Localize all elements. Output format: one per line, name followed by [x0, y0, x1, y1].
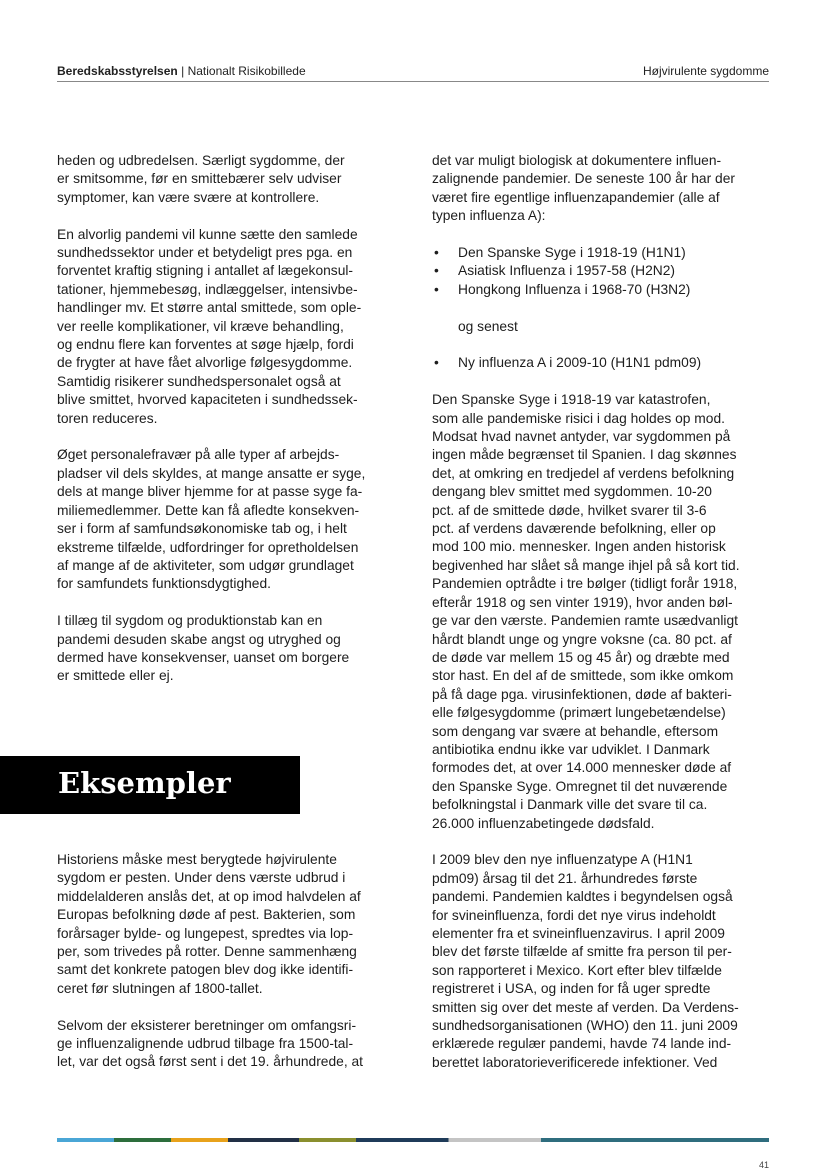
- right-paragraph-1: det var muligt biologisk at dokumentere influen- zalignende pandemier. De seneste 100 år har der været fire egentlige influenzapandemier (alle af typen influenza A):: [432, 153, 735, 224]
- header-org: Beredskabsstyrelsen: [57, 64, 178, 78]
- header-separator: |: [181, 64, 185, 78]
- header-divider: [57, 81, 769, 82]
- footer-color-bar: [57, 1138, 769, 1142]
- left-column-lower: [57, 851, 395, 1072]
- list-item: • Den Spanske Syge i 1918-19 (H1N1): [432, 244, 770, 262]
- right-paragraph-3: I 2009 blev den nye influenzatype A (H1N1 pdm09) årsag til det 21. århundredes første pandemi. Pandemien kaldtes i begyndelsen også for svineinfluenza, fordi det nye virus indeholdt elementer fra et svineinfluenzavirus. I april 2009 blev det første tilfælde af smitte fra person til per- son rapporteret i Mexico. Kort efter blev tilfælde registreret i USA, og inden for få uger spredte smitten sig over det meste af verden. Da Verdens- sundhedsorganisationen (WHO) den 11. juni 2009 erklærede regulær pandemi, havde 74 lande ind- berettet laboratorieverificerede infektioner. Ved: [432, 852, 739, 1070]
- left-paragraph-5: Historiens måske mest berygtede højvirulente sygdom er pesten. Under dens værste udbrud i middelalderen anslås det, at op imod halvdelen af Europas befolkning døde af pest. Bakterien, som forårsager bylde- og lungepest, spredtes via lop- per, som trivedes på rotter. Denne sammenhæng samt det konkrete patogen blev dog ikke identifi- ceret før slutningen af 1800-tallet.: [57, 852, 361, 996]
- header-section-title: Højvirulente sygdomme: [642, 64, 769, 78]
- page-header: [57, 64, 769, 80]
- left-column: [57, 152, 395, 686]
- right-paragraph-2: Den Spanske Syge i 1918-19 var katastrofen, som alle pandemiske risici i dag holdes op mod. Modsat hvad navnet antyder, var sygdommen på ingen måde begrænset til Spanien. I dag skønnes det, at omkring en tredjedel af verdens befolkning dengang blev smittet med sygdommen. 10-20 pct. af de smittede døde, hvilket svarer til 3-6 pct. af verdens daværende befolkning, eller op mod 100 mio. mennesker. Ingen anden historisk begivenhed har slået så mange ihjel på så kort tid. Pandemien optrådte i tre bølger (tidligt forår 1918, efterår 1918 og sen vinter 1919), hvor anden bøl- ge var den værste. Pandemien ramte usædvanligt hårdt blandt unge og yngre voksne (ca. 80 pct. af de døde var mellem 15 og 45 år) og dræbte med stor hast. En del af de smittede, som ikke omkom på få dage pga. virusinfektionen, døde af bakteri- elle følgesygdomme (primært lungebetændelse) som dengang var svære at behandle, eftersom antibiotika endnu ikke var udviklet. I Danmark formodes det, at over 14.000 mennesker døde af den Spanske Syge. Omregnet til det nuværende befolkningstal i Danmark ville det svare til ca. 26.000 influenzabetingede dødsfald.: [432, 392, 740, 831]
- section-heading-box: [0, 756, 300, 814]
- section-heading: Eksempler: [58, 766, 231, 800]
- left-paragraph-2: En alvorlig pandemi vil kunne sætte den samlede sundhedssektor under et betydeligt pres pga. en forventet kraftig stigning i antallet af lægekonsul- tationer, hjemmebesøg, indlæggelser, intensivbe- handlinger mv. Et større antal smittede, som ople- ver reelle komplikationer, vil kræve behandling, og endnu flere kan forventes at søge hjælp, fordi de frygter at have fået alvorlige følgesygdomme. Samtidig risikerer sundhedspersonalet også at blive smittet, hvorved kapaciteten i sundhedssek- toren reduceres.: [57, 226, 362, 426]
- header-left: [57, 64, 306, 78]
- pandemic-list: [432, 244, 770, 299]
- left-paragraph-6: Selvom der eksisterer beretninger om omfangsri- ge influenzalignende udbrud tilbage fra 1500-tal- let, var det også først sent i det 19. århundrede, at: [57, 1017, 364, 1070]
- header-doc-title: Nationalt Risikobillede: [187, 64, 306, 78]
- left-paragraph-3: Øget personalefravær på alle typer af arbejds- pladser vil dels skyldes, at mange ansatte er syge, dels at mange bliver hjemme for at passe syge fa- miliemedlemmer. Dette kan få afledte konsekven- ser i form af samfundsøkonomiske tab og, i helt ekstreme tilfælde, udfordringer for opretholdelsen af mange af de aktiviteter, som udgør grundlaget for samfundets funktionsdygtighed.: [57, 447, 366, 592]
- list-item: • Asiatisk Influenza i 1957-58 (H2N2): [432, 262, 770, 280]
- list-item: • Hongkong Influenza i 1968-70 (H3N2): [432, 281, 770, 299]
- and-latest-text: og senest: [458, 318, 518, 334]
- left-paragraph-1: heden og udbredelsen. Særligt sygdomme, der er smitsomme, før en smittebærer selv udviser symptomer, kan være svære at kontrollere.: [57, 153, 345, 205]
- left-paragraph-4: I tillæg til sygdom og produktionstab kan en pandemi desuden skabe angst og utryghed og dermed have konsekvenser, uanset om borgere er smittede eller ej.: [57, 613, 350, 684]
- page-number: 41: [758, 1160, 769, 1170]
- pandemic-list-latest: [432, 354, 770, 372]
- list-item: • Ny influenza A i 2009-10 (H1N1 pdm09): [432, 354, 770, 372]
- right-column: [432, 152, 770, 1072]
